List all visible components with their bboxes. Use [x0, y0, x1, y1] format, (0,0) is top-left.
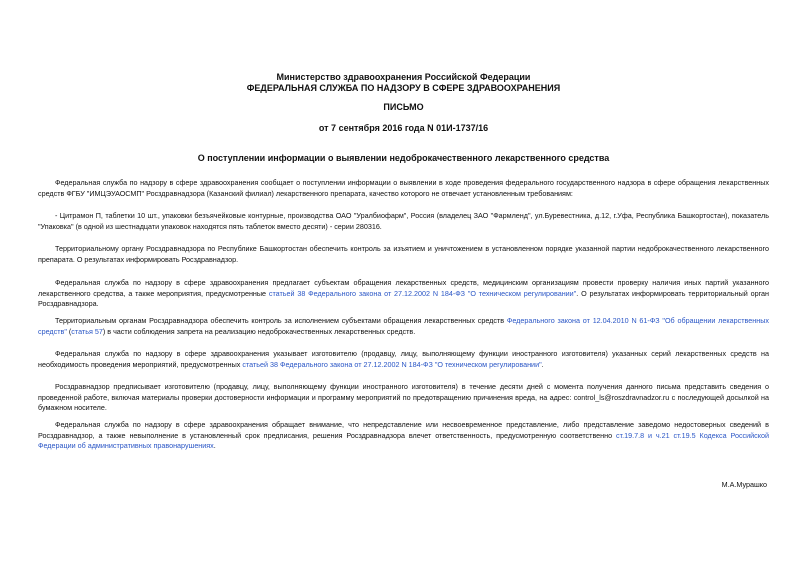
law-184-article-38-link-2[interactable]: статьей 38 Федерального закона от 27.12.2002 N 184-ФЗ "О техническом регулировании" — [242, 359, 542, 369]
paragraph-6 — [38, 349, 769, 370]
paragraph-5 — [38, 316, 769, 337]
paragraph-4-text-a: Федеральная служба по надзору в сфере здравоохранения предлагает субъектам обращения лекарственных средств, медицинским организациям провести проверку наличия иных партий указанного лекарственного средства, а также мероприятия, предусмотренные — [38, 278, 769, 298]
paragraph-4-text-b: . О результатах информировать территориальный орган Росздравнадзора. — [38, 288, 770, 308]
admin-code-link[interactable]: ст.19.7.8 и ч.21 ст.19.5 Кодекса Российской Федерации об административных правонарушениях — [38, 430, 769, 450]
paragraph-5-text-mid: ( — [66, 326, 72, 336]
paragraph-1: Федеральная служба по надзору в сфере здравоохранения сообщает о поступлении информации о выявлении в ходе проведения федерального государственного надзора в сфере обращения лекарственных средств ФГБУ "ИМЦЭУАОСМП" Росздравнадзора (Казанский филиал) лекарственного препарата, качество которого не отвечает установленным требованиям: — [38, 178, 769, 198]
document-date-number: от 7 сентября 2016 года N 01И-1737/16 — [318, 123, 489, 133]
paragraph-5-text-a: Территориальным органам Росздравнадзора обеспечить контроль за исполнением субъектами обращения лекарственных средств — [55, 316, 507, 325]
law-184-article-38-link[interactable]: статьей 38 Федерального закона от 27.12.2002 N 184-ФЗ "О техническом регулировании" — [268, 288, 577, 298]
paragraph-8-text-b: . — [213, 441, 216, 450]
paragraph-2: - Цитрамон П, таблетки 10 шт., упаковки безъячейковые контурные, производства ОАО "Уралбиофарм", Россия (владелец ЗАО "Фармленд", ул.Буревестника, д.12, г.Уфа, Республика Башкортостан), показатель "Упаковка" (в одной из шестнадцати упаковок находятся пять таблеток вместо десяти) - серии 280316. — [38, 211, 769, 231]
paragraph-8-text-a: Федеральная служба по надзору в сфере здравоохранения обращает внимание, что непредставление или несвоевременное представление, либо представление заведомо недостоверных сведений в Росздравнадзор, а также невыполнение в установленный срок предписания, решения Росздравнадзора влечет ответственность, предусмотренную соответственно — [38, 420, 769, 440]
paragraph-5-text-b: ) в части соблюдения запрета на реализацию недоброкачественных лекарственных средств. — [102, 326, 416, 336]
paragraph-7: Росздравнадзор предписывает изготовителю (продавцу, лицу, выполняющему функции иностранного изготовителя) в течение десяти дней с момента получения данного письма представить сведения о проведенной работе, включая материалы проверки достоверности информации и программу мероприятий по предотвращению причинения вреда, на адрес: control_ls@roszdravnadzor.ru с последующей досылкой на бумажном носителе. — [38, 382, 769, 412]
article-57-link[interactable]: статья 57 — [71, 326, 103, 336]
document-subject: О поступлении информации о выявлении недоброкачественного лекарственного средства — [197, 153, 610, 163]
header-organization — [0, 72, 807, 94]
ministry-name: Министерство здравоохранения Российской Федерации — [276, 72, 531, 82]
signature: М.А.Мурашко — [721, 480, 767, 489]
paragraph-6-text-a: Федеральная служба по надзору в сфере здравоохранения указывает изготовителю (продавцу, лицу, выполняющему функции иностранного изготовителя) указанных серий лекарственных средств на необходимость проведения мероприятий, предусмотренных — [38, 349, 769, 369]
paragraph-3: Территориальному органу Росздравнадзора по Республике Башкортостан обеспечить контроль за изъятием и уничтожением в установленном порядке указанной партии недоброкачественного лекарственного препарата. О результатах информировать Росздравнадзор. — [38, 244, 769, 264]
law-61-link[interactable]: Федерального закона от 12.04.2010 N 61-ФЗ "Об обращении лекарственных средств" — [38, 316, 769, 336]
document-type: ПИСЬМО — [383, 102, 424, 112]
paragraph-4 — [38, 278, 769, 310]
paragraph-8 — [38, 420, 769, 452]
paragraph-6-text-b: . — [541, 359, 544, 369]
service-name: ФЕДЕРАЛЬНАЯ СЛУЖБА ПО НАДЗОРУ В СФЕРЕ ЗДРАВООХРАНЕНИЯ — [246, 83, 561, 93]
